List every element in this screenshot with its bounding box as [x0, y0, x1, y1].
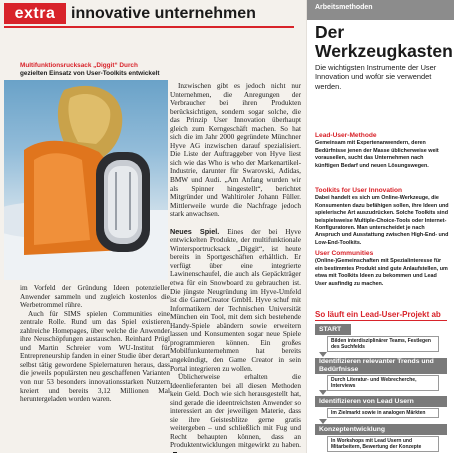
flow-step-box: In Workshops mit Lead Usern und Mitarbeitern, Bewertung der Konzepte	[327, 436, 439, 452]
sidebar-section-lead-user	[315, 132, 449, 170]
photo-caption: gezielten Einsatz von User-Toolkits entwickelt	[20, 70, 160, 77]
paragraph-text: Üblicherweise erhalten die Ideenlieferanten bei all diesen Methoden kein Geld. Doch wie sich herausgestellt hat, sind gerade die ideentreichsten Anwender so interessiert an der jeweiligen Materie, dass sie ihre Geistesblitze gerne gratis weitergeben – und schließlich mit Fug und Recht behaupten können, dass an Produktentwicklungen mitgewirkt zu haben.	[170, 373, 301, 450]
sidebar-section-heading: Toolkits for User Innovation	[315, 187, 403, 194]
sidebar-box	[306, 0, 454, 453]
photo-caption-kicker: Multifunktionsrucksack „Diggit“ Durch	[20, 62, 138, 69]
flow-step-label: Konzeptentwicklung	[315, 424, 447, 435]
article-column-2	[170, 82, 301, 453]
flow-step-label: START	[315, 324, 351, 335]
section-title: innovative unternehmen	[71, 5, 256, 22]
flow-step-label: Identifizieren relevanter Trends und Bedürfnisse	[315, 358, 447, 374]
sidebar-lead: Die wichtigsten Instrumente der User Innovation und wofür sie verwendet werden.	[315, 63, 437, 91]
sidebar-section-heading: User Communities	[315, 250, 374, 257]
skier-illustration	[4, 80, 168, 280]
flow-step-box: Bilden interdisziplinärer Teams, Festlegen des Suchfelds	[327, 336, 439, 352]
sidebar-section-communities	[315, 250, 449, 288]
flow-step-label: Identifizieren von Lead Usern	[315, 396, 447, 407]
flow-rule	[315, 320, 447, 321]
section-header	[0, 0, 296, 44]
paragraph: im Vorfeld der Gründung Ideen potenzieller Anwender sammeln und zugleich kostenlos die Werbetrommel rühre.	[20, 284, 170, 310]
paragraph	[170, 373, 301, 453]
article-column-1	[20, 284, 170, 404]
arrow-down-icon	[319, 352, 327, 357]
flow-title: So läuft ein Lead-User-Projekt ab	[315, 310, 441, 319]
sidebar-section-heading: Lead-User-Methode	[315, 132, 377, 139]
subhead: Neues Spiel.	[170, 226, 220, 236]
header-rule	[4, 26, 294, 28]
backpack-photo	[4, 80, 168, 280]
sidebar-title: Der Werkzeugkasten	[315, 22, 453, 61]
section-badge: extra	[4, 3, 66, 24]
paragraph-text: Eines der bei Hyve entwickelten Produkte, der multifunktionale Wintersportrucksack „Diggit“, ist heute bereits in Sportgeschäften erhältlich. Er verfügt über eine integrierte Lawinenschaufel, die auch als Gepäckträger etwa für ein Snowboard zu gebrauchen ist. Die jüngste Neugründung im Hyve-Umfeld ist die GameCreator GmbH. Hyve schuf mit Informatikern der Technischen Universität München ein Tool, mit dem sich bestehende Handy-Spiele abändern sowie erweitern lassen und Konsumenten sogar neue Spiele programmieren können. Ein großes Mobilfunkunternehmen hat bereits angekündigt, den Game Creator in sein Portal integrieren zu wollen.	[170, 227, 301, 373]
sidebar-section-toolkits	[315, 187, 449, 247]
paragraph	[170, 228, 301, 373]
sidebar-section-text: Dabei handelt es sich um Online-Werkzeuge, die Konsumenten dazu befähigen sollen, ihre Ideen und spielerische Art auszudrücken. Solche Toolkits sind beispielsweise Multiple-Choice-Tools oder Internet-Konfiguratoren. Man unterscheidet je nach Anspruch und Ausstattung zwischen High-End- und Low-End-Toolkits.	[315, 195, 449, 246]
sidebar-section-text: Gemeinsam mit Expertenanwendern, deren Bedürfnisse jenen der Masse üblicherweise weit vorauseilen, sucht das Unternehmen nach künftigen Bedarf und neuen Lösungswegen.	[315, 140, 439, 169]
sidebar-kicker: Arbeitsmethoden	[315, 4, 373, 11]
flow-step-box: Im Zielmarkt sowie in analogen Märkten	[327, 408, 439, 418]
flow-step-box: Durch Literatur- und Webrecherche, Interviews	[327, 375, 439, 391]
paragraph: Inzwischen gibt es jedoch nicht nur Unternehmen, die Anregungen der Verbraucher bei ihren Produkten berücksichtigen, sondern sogar solche, die das Prinzip User Innovation überhaupt gleich zum Kerngeschäft machen. So hat sich die im Jahr 2000 gegründete Münchner Hyve AG inzwischen darauf spezialisiert. Die Liste der Auftraggeber von Hyve liest sich wie das Who is who der Markenartikel-Industrie, darunter für Swarovski, Adidas, BMW und Audi. „Am Anfang wurden wir als Spinner hingestellt“, berichtet Mitgründer und Wahltiroler Johann Füller. Mittlerweile wurde die Nachfrage jedoch stark anwachsen.	[170, 82, 301, 219]
paragraph: Auch für SIMS spielen Communities eine zentrale Rolle. Rund um das Spiel existieren zahlreiche Homepages, über welche die Anwender ihre Neuschöpfungen austauschen. Reinhard Prügl und Martin Schreier vom WU-Institut für Entrepreneurship fanden in einer Studie über derart selbst tätig gewordene Spielernaturen heraus, dass die jeweils populärsten neu geschaffenen Varianten von nur 53 besonders innovationsstarken Nutzern kreiert und bereits 3,12 Millionen Mal heruntergeladen worden waren.	[20, 309, 170, 404]
arrow-down-icon	[319, 390, 327, 395]
sidebar-section-text: (Online-)Gemeinschaften mit Spezialinteresse für ein bestimmtes Produkt sind gute Anlaufstellen, um etwa mit Toolkits Ideen zu bekommen und Lead User ausfindig zu machen.	[315, 258, 448, 287]
